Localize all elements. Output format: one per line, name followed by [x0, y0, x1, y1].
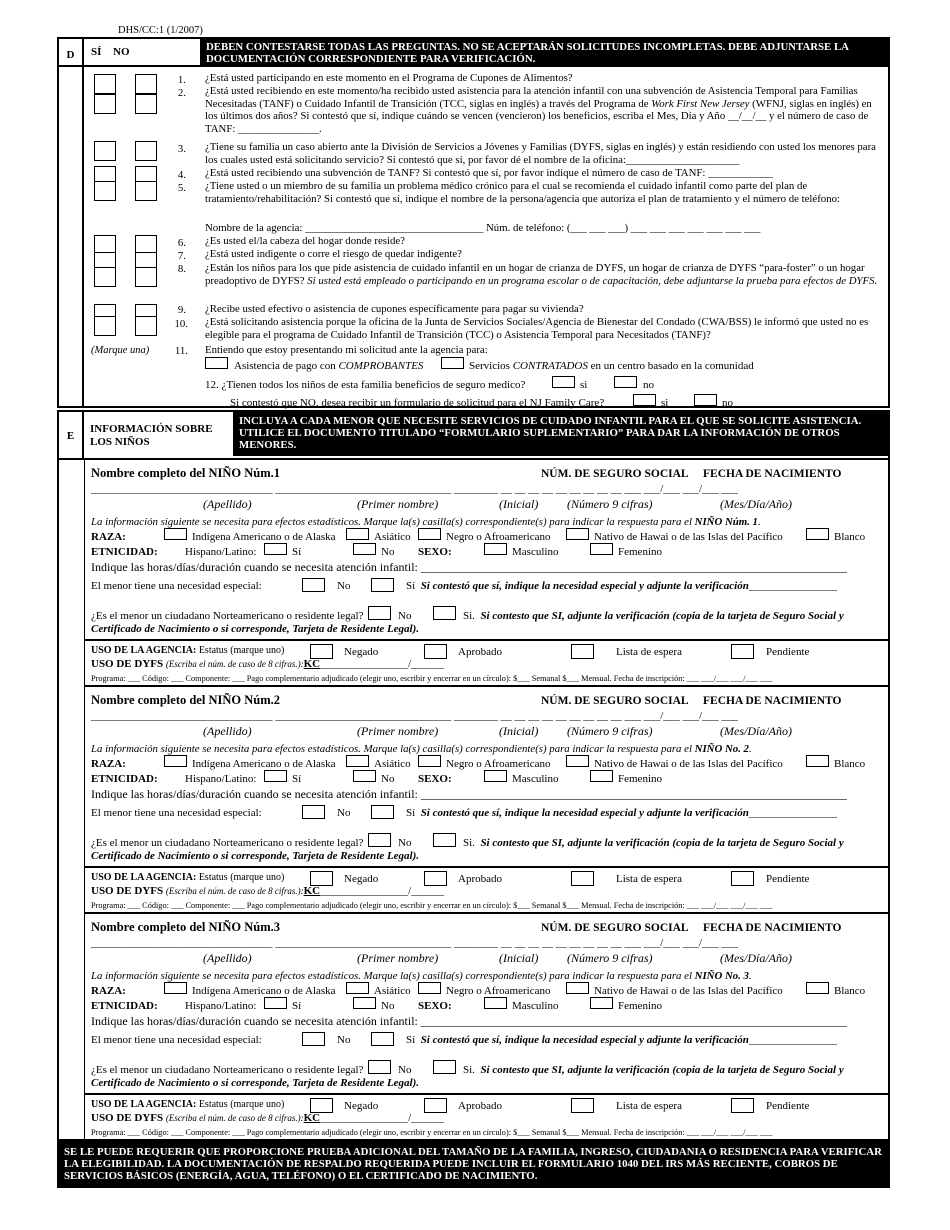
- horas-line[interactable]: Indique las horas/días/duración cuando se necesita atención infantil: _______________________________________________________________________: [91, 1014, 847, 1028]
- child-stats-intro: La información siguiente se necesita para efectos estadísticos. Marque la(s) casilla(s) correspondiente(s) para indicar la respuesta para el NIÑO No. 3.: [91, 970, 752, 982]
- hispano-no-label: No: [381, 773, 395, 785]
- child-block-2: [0, 688, 950, 914]
- child-inicial-label: (Inicial): [499, 497, 539, 511]
- raza-indigena-label: Indígena Americano o de Alaska: [192, 985, 336, 997]
- child-name-ssn-dob-line[interactable]: _________________________________ ________________________________ ________ __ __ __ __ __ __ __ __ __ ___ ___/___ ___/___ ___: [91, 710, 738, 722]
- estatus-lista-label: Lista de espera: [616, 646, 682, 658]
- raza-hawai-label: Nativo de Hawai o de las Islas del Pacífico: [594, 985, 783, 997]
- child-primer-nombre-label: (Primer nombre): [357, 951, 439, 965]
- raza-blanco-checkbox[interactable]: [806, 982, 829, 994]
- estatus-lista-label: Lista de espera: [616, 1100, 682, 1112]
- hispano-no-label: No: [381, 1000, 395, 1012]
- raza-blanco-checkbox[interactable]: [806, 528, 829, 540]
- form-number: DHS/CC:1 (1/2007): [118, 25, 203, 36]
- estatus-aprobado-checkbox[interactable]: [424, 871, 447, 886]
- q2-text: ¿Está usted recibiendo en este momento/ha recibido usted asistencia para la atención infantil con una subvención de Asistencia Temporal para Familias Necesitadas (TANF) o Cuidado Infantil de Transición (TCC, siglas en inglés) a través del Programa de Work First New Jersey (WFNJ, siglas en inglés) en los últimos dos años? Si contestó que sí, indique cuándo se vencen (vencieron) los beneficios, escriba el Mes, Día y Año __/__/__ y el número de caso de TANF: _______________.: [205, 85, 872, 135]
- ciudadano-question: ¿Es el menor un ciudadano Norteamericano o residente legal?: [91, 1064, 364, 1076]
- necesidad-no-checkbox[interactable]: [302, 1032, 325, 1046]
- child-stats-intro: La información siguiente se necesita para efectos estadísticos. Marque la(s) casilla(s) correspondiente(s) para indicar la respuesta para el NIÑO No. 2.: [91, 743, 752, 755]
- estatus-negado-checkbox[interactable]: [310, 871, 333, 886]
- uso-agencia-label: USO DE LA AGENCIA: Estatus (marque uno): [91, 1099, 285, 1110]
- ciudadano-no-label: No: [398, 1064, 412, 1076]
- q8-si-checkbox[interactable]: [94, 267, 116, 287]
- ciudadano-no-label: No: [398, 610, 412, 622]
- child-block-1: [0, 461, 950, 687]
- section-d-letter: D: [59, 39, 84, 406]
- q11-contracted-checkbox[interactable]: [441, 357, 464, 369]
- estatus-aprobado-checkbox[interactable]: [424, 644, 447, 659]
- child-ssn-label: NÚM. DE SEGURO SOCIAL: [541, 468, 689, 480]
- estatus-negado-label: Negado: [344, 646, 379, 658]
- q2-number: 2.: [177, 87, 186, 99]
- q12-si-label: si: [580, 379, 588, 391]
- raza-indigena-checkbox[interactable]: [164, 755, 187, 767]
- horas-line[interactable]: Indique las horas/días/duración cuando se necesita atención infantil: _______________________________________________________________________: [91, 787, 847, 801]
- hispano-no-checkbox[interactable]: [353, 543, 376, 555]
- child-block-3: [0, 915, 950, 1141]
- uso-dyfs-line[interactable]: USO DE DYFS (Escriba el núm. de caso de 8 cifras.):KC________________/______: [91, 1112, 445, 1124]
- child-apellido-label: (Apellido): [203, 951, 252, 965]
- q9-text: ¿Recibe usted efectivo o asistencia de cupones específicamente para pagar su vivienda?: [205, 303, 584, 315]
- ciudadano-verification-note: Certificado de Nacimiento o si corresponde, Tarjeta de Residente Legal).: [91, 1077, 420, 1089]
- q12-no-checkbox[interactable]: [614, 376, 637, 388]
- q7-number: 7.: [177, 250, 186, 262]
- q5-si-checkbox[interactable]: [94, 181, 116, 201]
- estatus-pendiente-label: Pendiente: [766, 1100, 810, 1112]
- q10-no-checkbox[interactable]: [135, 316, 157, 336]
- child-title: Nombre completo del NIÑO Núm.3: [91, 920, 280, 934]
- child-numero-label: (Número 9 cifras): [567, 724, 653, 738]
- ciudadano-no-checkbox[interactable]: [368, 1060, 391, 1074]
- raza-hawai-label: Nativo de Hawai o de las Islas del Pacífico: [594, 531, 783, 543]
- ciudadano-si-checkbox[interactable]: [433, 833, 456, 847]
- estatus-aprobado-checkbox[interactable]: [424, 1098, 447, 1113]
- estatus-lista-checkbox[interactable]: [571, 644, 594, 659]
- q12-text: 12. ¿Tienen todos los niños de esta familia beneficios de seguro medico?: [205, 379, 526, 391]
- q10-si-checkbox[interactable]: [94, 316, 116, 336]
- child-apellido-label: (Apellido): [203, 497, 252, 511]
- q3-si-checkbox[interactable]: [94, 141, 116, 161]
- section-d-header: DEBEN CONTESTARSE TODAS LAS PREGUNTAS. NO SE ACEPTARÁN SOLICITUDES INCOMPLETAS. DEBE ADJUNTARSE LA DOCUMENTACIÓN CORRESPONDIENTE PARA VERIFICACIÓN.: [200, 39, 888, 65]
- hispano-no-checkbox[interactable]: [353, 770, 376, 782]
- estatus-lista-label: Lista de espera: [616, 873, 682, 885]
- child-dob-label: FECHA DE NACIMIENTO: [703, 468, 842, 480]
- sexo-label: SEXO:: [418, 1000, 452, 1012]
- estatus-pendiente-checkbox[interactable]: [731, 871, 754, 886]
- col-si-label: SÍ: [91, 46, 102, 58]
- raza-hawai-checkbox[interactable]: [566, 755, 589, 767]
- necesidad-si-label: Sí Si contestó que sí, indique la necesidad especial y adjunte la verificación________________: [406, 580, 837, 592]
- hispano-si-checkbox[interactable]: [264, 770, 287, 782]
- child-fecha-label: (Mes/Día/Año): [720, 497, 792, 511]
- child-fecha-label: (Mes/Día/Año): [720, 951, 792, 965]
- q11-vouchers-checkbox[interactable]: [205, 357, 228, 369]
- raza-hawai-checkbox[interactable]: [566, 528, 589, 540]
- q12-no-label: no: [643, 379, 654, 391]
- q11-number: 11.: [174, 345, 188, 357]
- raza-label: RAZA:: [91, 531, 126, 543]
- hispano-si-checkbox[interactable]: [264, 997, 287, 1009]
- child-stats-intro: La información siguiente se necesita para efectos estadísticos. Marque la(s) casilla(s) correspondiente(s) para indicar la respuesta para el NIÑO Núm. 1.: [91, 516, 761, 528]
- q11-contracted-label: Servicios CONTRATADOS en un centro basado en la comunidad: [469, 360, 754, 372]
- estatus-aprobado-label: Aprobado: [458, 1100, 502, 1112]
- necesidad-si-checkbox[interactable]: [371, 1032, 394, 1046]
- child-ssn-label: NÚM. DE SEGURO SOCIAL: [541, 695, 689, 707]
- estatus-negado-label: Negado: [344, 1100, 379, 1112]
- raza-asiatico-label: Asiático: [374, 985, 411, 997]
- q10-number: 10.: [174, 318, 188, 330]
- estatus-pendiente-label: Pendiente: [766, 873, 810, 885]
- estatus-negado-checkbox[interactable]: [310, 644, 333, 659]
- raza-indigena-checkbox[interactable]: [164, 982, 187, 994]
- q11-mark-one: (Marque una): [91, 345, 150, 356]
- uso-dyfs-line[interactable]: USO DE DYFS (Escriba el núm. de caso de 8 cifras.):KC________________/______: [91, 658, 445, 670]
- child-apellido-label: (Apellido): [203, 724, 252, 738]
- section-e-title: INFORMACIÓN SOBRE LOS NIÑOS: [90, 423, 213, 448]
- child-name-ssn-dob-line[interactable]: _________________________________ ________________________________ ________ __ __ __ __ __ __ __ __ __ ___ ___/___ ___/___ ___: [91, 937, 738, 949]
- q6-text: ¿Es usted el/la cabeza del hogar donde reside?: [205, 235, 405, 247]
- programa-line[interactable]: Programa: ___ Código: ___ Componente: ___ Pago complementario adjudicado (elegir uno, escribir y encerrar en un círculo): $___ Semanal $___ Mensual. Fecha de inscripción: ___ ___/___ ___/___ ___: [91, 1128, 773, 1137]
- q2-si-checkbox[interactable]: [94, 94, 116, 114]
- q11-text: Entiendo que estoy presentando mi solicitud ante la agencia para:: [205, 344, 488, 356]
- col-no-label: NO: [113, 46, 130, 58]
- raza-label: RAZA:: [91, 985, 126, 997]
- ciudadano-si-label: Si. Si contesto que SI, adjunte la verificación (copia de la tarjeta de Seguro Social y: [463, 610, 844, 622]
- uso-agencia-label: USO DE LA AGENCIA: Estatus (marque uno): [91, 872, 285, 883]
- q5-text: ¿Tiene usted o un miembro de su familia un problema médico crónico para el cual se recomienda el cuidado infantil como parte del plan de tratamiento/rehabilitación? Si contestó que sí, indique el nombre de la persona/agencia que autoriza el plan de tratamiento y el número de teléfono:: [205, 180, 840, 205]
- raza-asiatico-label: Asiático: [374, 531, 411, 543]
- estatus-pendiente-checkbox[interactable]: [731, 644, 754, 659]
- child-inicial-label: (Inicial): [499, 724, 539, 738]
- child-name-ssn-dob-line[interactable]: _________________________________ ________________________________ ________ __ __ __ __ __ __ __ __ __ ___ ___/___ ___/___ ___: [91, 483, 738, 495]
- estatus-negado-checkbox[interactable]: [310, 1098, 333, 1113]
- sexo-masculino-checkbox[interactable]: [484, 770, 507, 782]
- sexo-masculino-label: Masculino: [512, 546, 559, 558]
- etnicidad-label: ETNICIDAD:: [91, 546, 158, 558]
- sexo-masculino-label: Masculino: [512, 1000, 559, 1012]
- ciudadano-verification-note: Certificado de Nacimiento o si corresponde, Tarjeta de Residente Legal).: [91, 623, 420, 635]
- estatus-pendiente-label: Pendiente: [766, 646, 810, 658]
- raza-negro-label: Negro o Afroamericano: [446, 985, 551, 997]
- etnicidad-label: ETNICIDAD:: [91, 773, 158, 785]
- q12b-si-checkbox[interactable]: [633, 394, 656, 406]
- estatus-lista-checkbox[interactable]: [571, 1098, 594, 1113]
- necesidad-si-checkbox[interactable]: [371, 805, 394, 819]
- q12b-si-label: si: [661, 397, 669, 409]
- section-e-header: INCLUYA A CADA MENOR QUE NECESITE SERVICIOS DE CUIDADO INFANTIL PARA EL QUE SE SOLICITE ASISTENCIA. UTILICE EL DOCUMENTO TITULADO “FORMULARIO SUPLEMENTARIO” PARA DAR LA INFORMACIÓN DE OTROS MENORES.: [233, 412, 888, 456]
- etnicidad-label: ETNICIDAD:: [91, 1000, 158, 1012]
- necesidad-no-label: No: [337, 580, 351, 592]
- q8-no-checkbox[interactable]: [135, 267, 157, 287]
- child-ssn-label: NÚM. DE SEGURO SOCIAL: [541, 922, 689, 934]
- section-e-letter: E: [59, 412, 84, 460]
- sexo-femenino-label: Femenino: [618, 1000, 662, 1012]
- raza-negro-checkbox[interactable]: [418, 755, 441, 767]
- horas-line[interactable]: Indique las horas/días/duración cuando se necesita atención infantil: _______________________________________________________________________: [91, 560, 847, 574]
- q8-text: ¿Están los niños para los que pide asistencia de cuidado infantil en un hogar de crianza de DYFS, un hogar de crianza de DYFS “para-foster” o un hogar preadoptivo de DYFS? Si usted está empleado o participando en un programa escolar o de capacitación, debe adjuntarse la prueba para efectos de DYFS.: [205, 262, 878, 287]
- necesidad-label: El menor tiene una necesidad especial:: [91, 580, 262, 592]
- raza-negro-label: Negro o Afroamericano: [446, 758, 551, 770]
- child-title: Nombre completo del NIÑO Núm.1: [91, 466, 280, 480]
- child-dob-label: FECHA DE NACIMIENTO: [703, 695, 842, 707]
- estatus-negado-label: Negado: [344, 873, 379, 885]
- raza-indigena-label: Indígena Americano o de Alaska: [192, 758, 336, 770]
- raza-negro-checkbox[interactable]: [418, 528, 441, 540]
- sexo-label: SEXO:: [418, 546, 452, 558]
- hispano-label: Hispano/Latino:: [185, 1000, 257, 1012]
- necesidad-no-label: No: [337, 1034, 351, 1046]
- estatus-aprobado-label: Aprobado: [458, 646, 502, 658]
- child-numero-label: (Número 9 cifras): [567, 951, 653, 965]
- hispano-no-label: No: [381, 546, 395, 558]
- raza-hawai-label: Nativo de Hawai o de las Islas del Pacífico: [594, 758, 783, 770]
- child-fecha-label: (Mes/Día/Año): [720, 724, 792, 738]
- necesidad-no-label: No: [337, 807, 351, 819]
- hispano-label: Hispano/Latino:: [185, 773, 257, 785]
- ciudadano-si-label: Si. Si contesto que SI, adjunte la verificación (copia de la tarjeta de Seguro Social y: [463, 837, 844, 849]
- hispano-si-label: Sí: [292, 546, 302, 558]
- q12b-no-label: no: [722, 397, 733, 409]
- sexo-femenino-checkbox[interactable]: [590, 997, 613, 1009]
- q4-text: ¿Está usted recibiendo una subvención de TANF? Si contestó que sí, por favor indique el número de caso de TANF: ____________: [205, 167, 773, 179]
- ciudadano-no-checkbox[interactable]: [368, 606, 391, 620]
- raza-blanco-checkbox[interactable]: [806, 755, 829, 767]
- raza-negro-checkbox[interactable]: [418, 982, 441, 994]
- sexo-masculino-checkbox[interactable]: [484, 543, 507, 555]
- raza-negro-label: Negro o Afroamericano: [446, 531, 551, 543]
- q1-text: ¿Está usted participando en este momento en el Programa de Cupones de Alimentos?: [205, 72, 573, 84]
- sexo-masculino-label: Masculino: [512, 773, 559, 785]
- q2-no-checkbox[interactable]: [135, 94, 157, 114]
- sexo-femenino-label: Femenino: [618, 773, 662, 785]
- sexo-femenino-checkbox[interactable]: [590, 543, 613, 555]
- raza-indigena-label: Indígena Americano o de Alaska: [192, 531, 336, 543]
- ciudadano-si-checkbox[interactable]: [433, 1060, 456, 1074]
- raza-hawai-checkbox[interactable]: [566, 982, 589, 994]
- raza-blanco-label: Blanco: [834, 531, 866, 543]
- q5-number: 5.: [177, 182, 186, 194]
- ciudadano-no-label: No: [398, 837, 412, 849]
- child-title: Nombre completo del NIÑO Núm.2: [91, 693, 280, 707]
- raza-asiatico-checkbox[interactable]: [346, 528, 369, 540]
- ciudadano-verification-note: Certificado de Nacimiento o si corresponde, Tarjeta de Residente Legal).: [91, 850, 420, 862]
- necesidad-label: El menor tiene una necesidad especial:: [91, 807, 262, 819]
- q1-si-checkbox[interactable]: [94, 74, 116, 94]
- necesidad-no-checkbox[interactable]: [302, 805, 325, 819]
- ciudadano-no-checkbox[interactable]: [368, 833, 391, 847]
- q3-text: ¿Tiene su familia un caso abierto ante la División de Servicios a Jóvenes y Familias (DYFS, siglas en inglés) y están residiendo con usted los menores para los cuales usted está solicitando servicio? Si contestó que sí, por favor dé el nombre de la oficina:_____________________: [205, 141, 876, 166]
- q5-no-checkbox[interactable]: [135, 181, 157, 201]
- q10-text: ¿Está solicitando asistencia porque la oficina de la Junta de Servicios Sociales/Agencia de Bienestar del Condado (CWA/BSS) le informó que usted no es elegible para el programa de Cuidado Infantil de Transición (TCC) o Asistencia Temporal para Necesitados (TANF)?: [205, 316, 869, 341]
- ciudadano-si-checkbox[interactable]: [433, 606, 456, 620]
- raza-asiatico-checkbox[interactable]: [346, 755, 369, 767]
- estatus-aprobado-label: Aprobado: [458, 873, 502, 885]
- sexo-femenino-checkbox[interactable]: [590, 770, 613, 782]
- raza-asiatico-checkbox[interactable]: [346, 982, 369, 994]
- q8-number: 8.: [177, 263, 186, 275]
- ciudadano-question: ¿Es el menor un ciudadano Norteamericano o residente legal?: [91, 837, 364, 849]
- necesidad-si-label: Sí Si contestó que sí, indique la necesidad especial y adjunte la verificación________________: [406, 1034, 837, 1046]
- q12b-text: Si contestó que NO, desea recibir un formulario de solicitud para el NJ Family Care?: [230, 397, 605, 409]
- hispano-si-checkbox[interactable]: [264, 543, 287, 555]
- necesidad-label: El menor tiene una necesidad especial:: [91, 1034, 262, 1046]
- child-primer-nombre-label: (Primer nombre): [357, 497, 439, 511]
- q1-number: 1.: [177, 74, 186, 86]
- q11-vouchers-label: Asistencia de pago con COMPROBANTES: [234, 360, 424, 372]
- raza-indigena-checkbox[interactable]: [164, 528, 187, 540]
- footer-notice: SE LE PUEDE REQUERIR QUE PROPORCIONE PRUEBA ADICIONAL DEL TAMAÑO DE LA FAMILIA, INGRESO, CIUDADANIA O RESIDENCIA PARA VERIFICAR LA ELEGIBILIDAD. LA DOCUMENTACIÓN DE RESPALDO REQUERIDA PUEDE INCLUIR EL FORMULARIO 1040 DEL IRS MÁS RECIENTE, COBROS DE SERVICIOS BÁSICOS (ENERGÍA, AGUA, TELÉFONO) O EL CERTIFICADO DE NACIMIENTO.: [57, 1141, 890, 1188]
- necesidad-si-checkbox[interactable]: [371, 578, 394, 592]
- q4-number: 4.: [177, 169, 186, 181]
- necesidad-si-label: Sí Si contestó que sí, indique la necesidad especial y adjunte la verificación________________: [406, 807, 837, 819]
- uso-agencia-label: USO DE LA AGENCIA: Estatus (marque uno): [91, 645, 285, 656]
- q12-si-checkbox[interactable]: [552, 376, 575, 388]
- raza-blanco-label: Blanco: [834, 985, 866, 997]
- estatus-lista-checkbox[interactable]: [571, 871, 594, 886]
- child-dob-label: FECHA DE NACIMIENTO: [703, 922, 842, 934]
- hispano-si-label: Sí: [292, 773, 302, 785]
- programa-line[interactable]: Programa: ___ Código: ___ Componente: ___ Pago complementario adjudicado (elegir uno, escribir y encerrar en un círculo): $___ Semanal $___ Mensual. Fecha de inscripción: ___ ___/___ ___/___ ___: [91, 901, 773, 910]
- raza-asiatico-label: Asiático: [374, 758, 411, 770]
- sexo-masculino-checkbox[interactable]: [484, 997, 507, 1009]
- raza-label: RAZA:: [91, 758, 126, 770]
- q3-no-checkbox[interactable]: [135, 141, 157, 161]
- necesidad-no-checkbox[interactable]: [302, 578, 325, 592]
- sexo-femenino-label: Femenino: [618, 546, 662, 558]
- uso-dyfs-line[interactable]: USO DE DYFS (Escriba el núm. de caso de 8 cifras.):KC________________/______: [91, 885, 445, 897]
- q9-number: 9.: [177, 304, 186, 316]
- estatus-pendiente-checkbox[interactable]: [731, 1098, 754, 1113]
- ciudadano-question: ¿Es el menor un ciudadano Norteamericano o residente legal?: [91, 610, 364, 622]
- ciudadano-si-label: Si. Si contesto que SI, adjunte la verificación (copia de la tarjeta de Seguro Social y: [463, 1064, 844, 1076]
- hispano-label: Hispano/Latino:: [185, 546, 257, 558]
- hispano-no-checkbox[interactable]: [353, 997, 376, 1009]
- hispano-si-label: Sí: [292, 1000, 302, 1012]
- child-primer-nombre-label: (Primer nombre): [357, 724, 439, 738]
- q1-no-checkbox[interactable]: [135, 74, 157, 94]
- q7-text: ¿Está usted indigente o corre el riesgo de quedar indigente?: [205, 248, 462, 260]
- q12b-no-checkbox[interactable]: [694, 394, 717, 406]
- q5-agency-line: Nombre de la agencia: _________________________________ Núm. de teléfono: (___ ___ ___) ___ ___ ___ ___ ___ ___ ___: [205, 222, 761, 234]
- programa-line[interactable]: Programa: ___ Código: ___ Componente: ___ Pago complementario adjudicado (elegir uno, escribir y encerrar en un círculo): $___ Semanal $___ Mensual. Fecha de inscripción: ___ ___/___ ___/___ ___: [91, 674, 773, 683]
- child-numero-label: (Número 9 cifras): [567, 497, 653, 511]
- child-inicial-label: (Inicial): [499, 951, 539, 965]
- sexo-label: SEXO:: [418, 773, 452, 785]
- q3-number: 3.: [177, 143, 186, 155]
- q6-number: 6.: [177, 237, 186, 249]
- raza-blanco-label: Blanco: [834, 758, 866, 770]
